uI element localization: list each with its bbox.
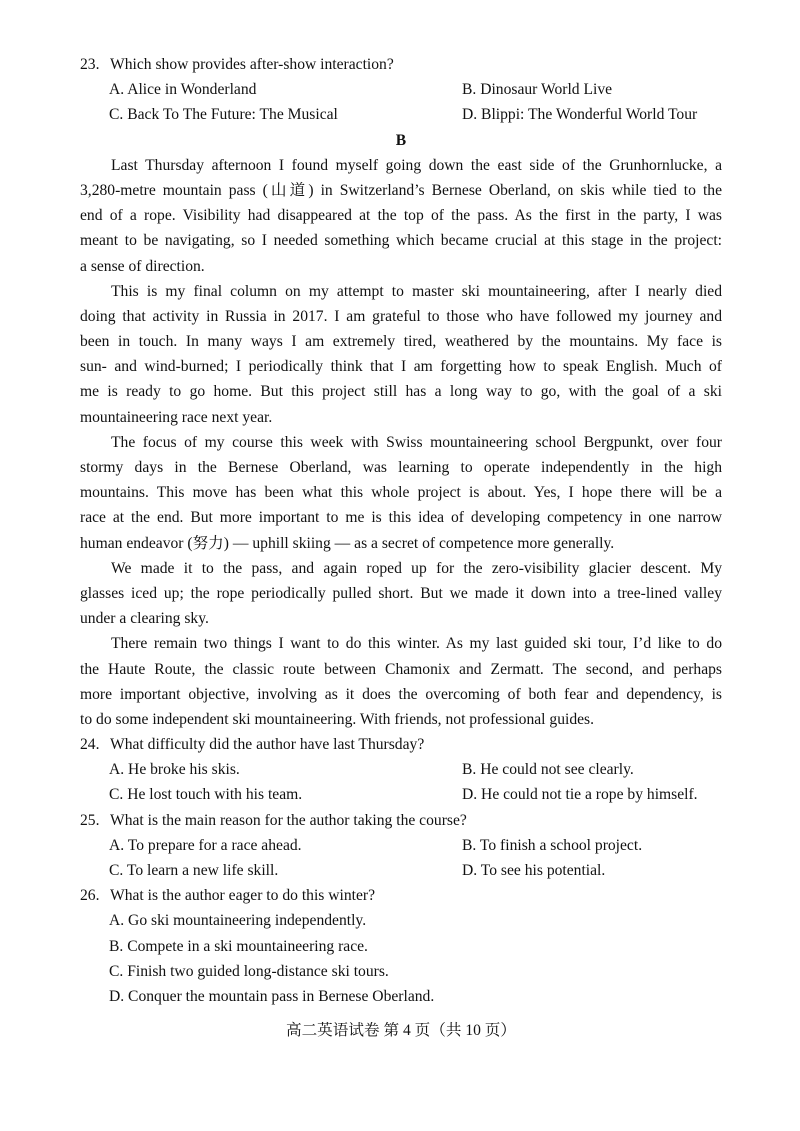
option-C: C. He lost touch with his team.	[109, 786, 303, 804]
paragraph-line: glasses iced up; the rope periodically pulled short. But we made it down into a tree-lined valley	[80, 584, 722, 602]
paragraph-line: meant to be navigating, so I needed something which became crucial at this stage in the project:	[80, 232, 722, 250]
paragraph-line: doing that activity in Russia in 2017. I am grateful to those who have followed my journey and	[80, 307, 722, 325]
option-row	[80, 77, 722, 102]
paragraph-line: mountaineering race next year.	[80, 408, 273, 426]
paragraph-line: mountains. This move has been what this whole project is about. Yes, I hope there will be a	[80, 484, 722, 502]
paragraph-line: This is my final column on my attempt to master ski mountaineering, after I nearly died	[111, 282, 722, 300]
option-A: A. Alice in Wonderland	[109, 81, 257, 99]
paragraph-line: a sense of direction.	[80, 257, 205, 275]
option-row	[80, 782, 722, 807]
option-row	[80, 102, 722, 127]
paragraph-line: 3,280-metre mountain pass (山道) in Switzerland’s Bernese Oberland, on skis while tied to the	[80, 181, 722, 199]
question-text: Which show provides after-show interaction?	[110, 56, 394, 73]
q24-question	[80, 732, 722, 757]
question-text: What difficulty did the author have last Thursday?	[110, 736, 425, 754]
paragraph-line: human endeavor (努力) — uphill skiing — as a secret of competence more generally.	[80, 534, 615, 552]
paragraph-line: more important objective, involving as it does the overcoming of both fear and dependency, is	[80, 685, 722, 703]
paragraph-line: stormy days in the Bernese Oberland, was learning to operate independently in the high	[80, 459, 722, 476]
q23-question	[80, 52, 722, 77]
paragraph-line: Last Thursday afternoon I found myself going down the east side of the Grunhornlucke, a	[111, 156, 722, 174]
option-C: C. Finish two guided long-distance ski tours.	[109, 962, 389, 980]
paragraph-line: me is ready to go home. But this project still has a long way to go, with the goal of a ski	[80, 383, 722, 401]
option-A: A. Go ski mountaineering independently.	[109, 912, 367, 930]
paragraph-line: end of a rope. Visibility had disappeared at the top of the pass. As the first in the party, I was	[80, 207, 722, 225]
paragraph-line: sun- and wind-burned; I periodically think that I am forgetting how to speak English. Much of	[80, 358, 722, 376]
passage-paragraph	[80, 631, 722, 732]
q26-question	[80, 883, 722, 908]
option-C: C. Back To The Future: The Musical	[109, 106, 338, 124]
option-row	[80, 757, 722, 782]
option-B: B. To finish a school project.	[462, 836, 643, 854]
option-row	[80, 984, 722, 1009]
section-heading: B	[395, 131, 407, 149]
option-D: D. To see his potential.	[462, 862, 606, 879]
question-number: 23.	[80, 56, 100, 73]
passage-paragraph	[80, 153, 722, 279]
q25-question	[80, 808, 722, 833]
paragraph-line: under a clearing sky.	[80, 610, 209, 628]
paragraph-line: been in touch. In many ways I am extremely tired, weathered by the mountains. My face is	[80, 333, 722, 351]
option-B: B. He could not see clearly.	[462, 761, 634, 779]
option-row	[80, 934, 722, 959]
question-number: 25.	[80, 811, 100, 829]
option-B: B. Compete in a ski mountaineering race.	[109, 937, 368, 955]
passage-paragraph	[80, 430, 722, 556]
question-text: What is the main reason for the author taking the course?	[110, 811, 467, 829]
question-text: What is the author eager to do this winter?	[110, 887, 376, 905]
question-number: 26.	[80, 887, 100, 905]
option-row	[80, 908, 722, 933]
paragraph-line: the Haute Route, the classic route between Chamonix and Zermatt. The second, and perhaps	[80, 660, 722, 678]
option-A: A. He broke his skis.	[109, 761, 240, 779]
exam-page	[80, 52, 722, 1043]
paragraph-line: to do some independent ski mountaineering. With friends, not professional guides.	[80, 710, 595, 728]
option-C: C. To learn a new life skill.	[109, 862, 279, 879]
paragraph-line: There remain two things I want to do this winter. As my last guided ski tour, I’d like to do	[111, 635, 722, 653]
question-number: 24.	[80, 736, 100, 754]
option-D: D. Conquer the mountain pass in Bernese Oberland.	[109, 987, 435, 1005]
option-D: D. Blippi: The Wonderful World Tour	[462, 106, 698, 124]
option-row	[80, 959, 722, 984]
page-footer: 高二英语试卷 第 4 页（共 10 页）	[285, 1022, 516, 1040]
paragraph-line: We made it to the pass, and again roped up for the zero-visibility glacier descent. My	[111, 559, 722, 577]
passage-paragraph	[80, 279, 722, 430]
option-D: D. He could not tie a rope by himself.	[462, 786, 698, 804]
option-row	[80, 858, 722, 883]
passage-paragraph	[80, 556, 722, 632]
paragraph-line: The focus of my course this week with Swiss mountaineering school Bergpunkt, over four	[111, 433, 722, 451]
option-B: B. Dinosaur World Live	[462, 81, 613, 99]
paragraph-line: race at the end. But more important to me is this idea of developing competency in one narrow	[80, 509, 722, 527]
option-row	[80, 833, 722, 858]
option-A: A. To prepare for a race ahead.	[109, 836, 302, 854]
